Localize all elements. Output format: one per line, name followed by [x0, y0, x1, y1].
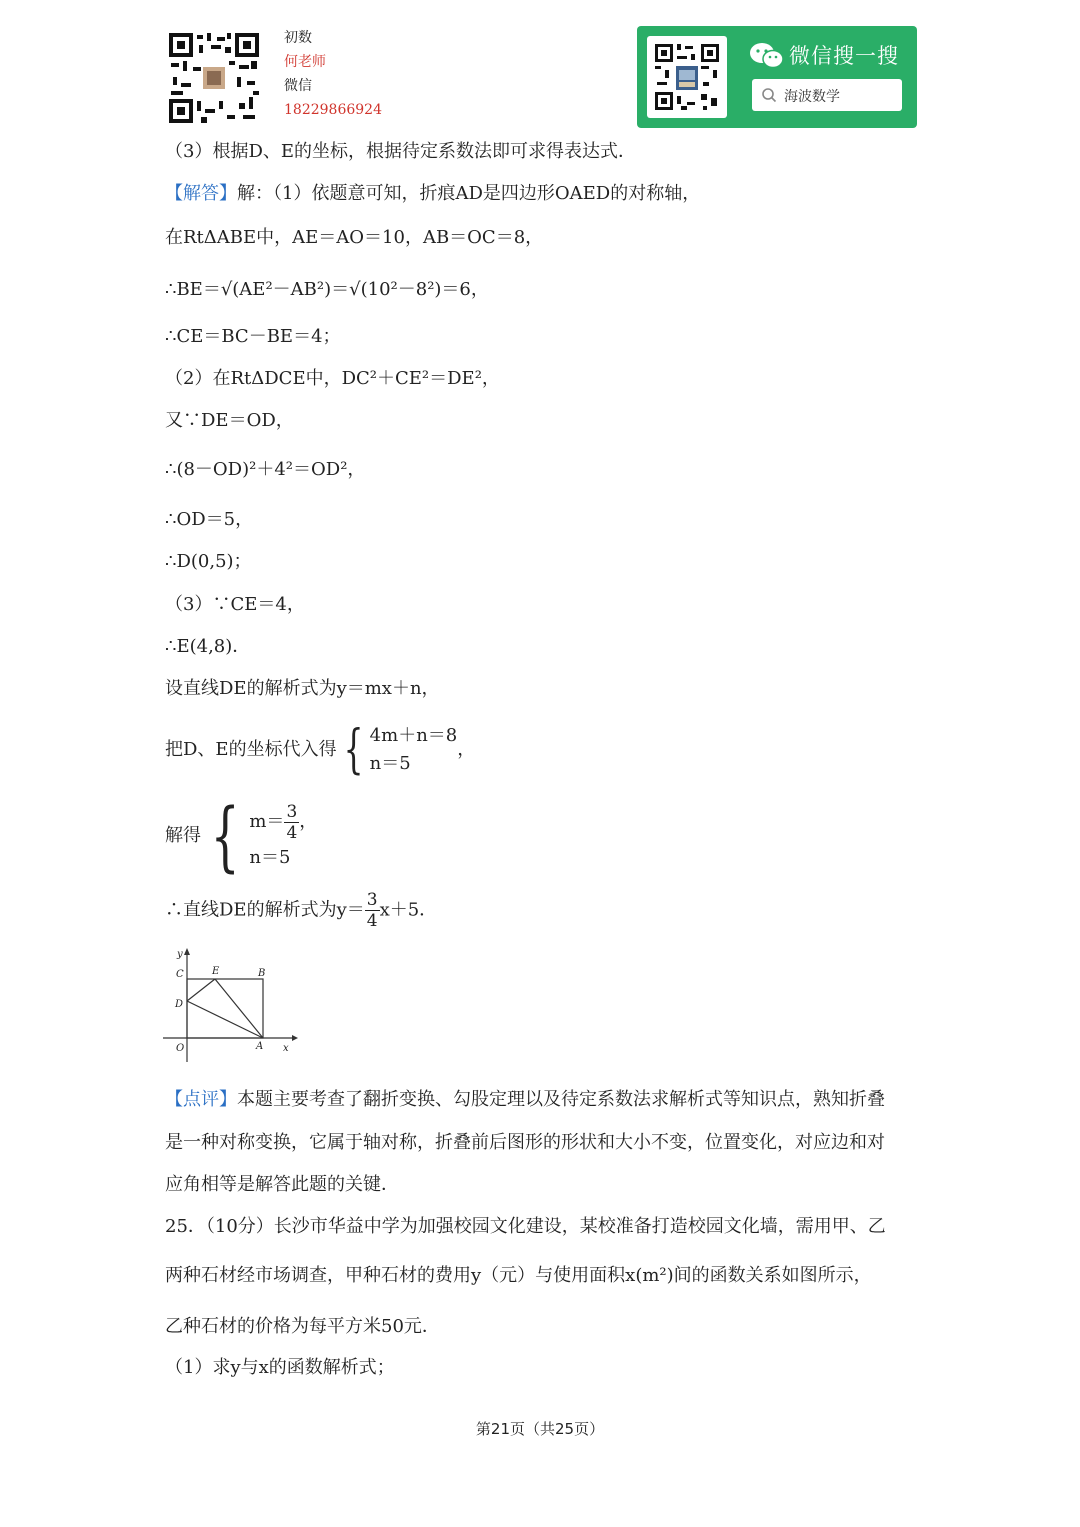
wechat-qr-code: [647, 36, 727, 118]
equation-system-line: 把D、E的坐标代入得 { 4m＋n＝8 n＝5 ，: [165, 720, 476, 780]
segment-da: [187, 1001, 263, 1038]
contact-teacher-name: 何老师: [284, 54, 326, 70]
segment-de: [187, 979, 215, 1001]
math-text: m＝: [249, 811, 285, 832]
figure-label: C: [176, 969, 184, 980]
solution-system-line: [165, 791, 318, 880]
fraction-denominator: 4: [286, 822, 298, 843]
math-line: 又∵DE＝OD，: [165, 410, 294, 431]
math-text: ∴直线DE的解析式为y＝: [165, 899, 365, 921]
figure-label: O: [176, 1043, 185, 1054]
math-line: ∴E(4,8)．: [165, 636, 251, 657]
equation: n＝5: [249, 847, 291, 868]
figure-label: A: [256, 1041, 264, 1052]
answer-text: 解：（1）依题意可知，折痕AD是四边形OAED的对称轴，: [237, 183, 701, 204]
result-line: [165, 890, 437, 931]
math-line: ∴BE＝√(AE²－AB²)＝√(10²－8²)＝6，: [165, 279, 489, 300]
math-line: （3）∵CE＝4，: [165, 594, 305, 615]
equation-system: [370, 722, 458, 778]
brace: {: [343, 720, 364, 780]
page-number: 第21页（共25页）: [475, 1420, 605, 1438]
answer-line: [165, 181, 700, 207]
figure-label: E: [212, 966, 220, 977]
equation: 4m＋n＝8: [369, 725, 458, 746]
math-line: 设直线DE的解析式为y＝mx＋n，: [165, 678, 440, 699]
brace: {: [210, 791, 240, 880]
figure-label: x: [283, 1043, 289, 1054]
fraction-denominator: 4: [366, 911, 378, 931]
commentary-line: 是一种对称变换，它属于轴对称，折叠前后图形的形状和大小不变，位置变化，对应边和对: [165, 1132, 885, 1153]
fraction: [284, 802, 299, 843]
rectangle-oabc: [187, 979, 263, 1038]
answer-tag: 【解答】: [165, 183, 237, 204]
math-line: ∴D(0,5)；: [165, 551, 252, 572]
segment-ea: [215, 979, 263, 1038]
math-text: 解得: [165, 825, 201, 846]
contact-line-1: 初数: [284, 30, 312, 46]
equation: m＝ $\frac{3}{4}$ ，: [249, 801, 318, 843]
equation-system: [249, 800, 317, 872]
question-line: 25．（10分）长沙市华益中学为加强校园文化建设，某校准备打造校园文化墙，需用甲、乙: [165, 1216, 886, 1237]
wechat-search-text: 海波数学: [784, 89, 840, 105]
contact-line-3: 微信: [284, 78, 312, 94]
figure-label: y: [177, 949, 183, 960]
qr-code-icon: [167, 31, 261, 125]
search-icon: [761, 87, 777, 103]
math-line: ∴OD＝5，: [165, 509, 254, 530]
math-text: x＋5．: [379, 899, 438, 921]
figure-label: B: [258, 968, 266, 979]
question-line: 两种石材经市场调查，甲种石材的费用y（元）与使用面积x(m²)间的函数关系如图所示，: [165, 1265, 872, 1286]
qr-code-icon: [647, 36, 727, 118]
commentary-text: 本题主要考查了翻折变换、勾股定理以及待定系数法求解析式等知识点，熟知折叠: [237, 1089, 885, 1110]
math-text: 把D、E的坐标代入得: [165, 739, 337, 760]
math-line: （2）在RtΔDCE中，DC²＋CE²＝DE²，: [165, 368, 500, 389]
contact-info: [284, 26, 382, 122]
fraction-numerator: 3: [286, 801, 298, 822]
question-line: 乙种石材的价格为每平方米50元．: [165, 1316, 440, 1337]
contact-phone: 18229866924: [284, 102, 382, 118]
text-line: （3）根据D、E的坐标，根据待定系数法即可求得表达式．: [165, 141, 637, 162]
geometry-figure: [160, 945, 300, 1065]
question-line: （1）求y与x的函数解析式；: [165, 1357, 395, 1378]
commentary-line: [165, 1087, 885, 1113]
math-line: ∴CE＝BC－BE＝4；: [165, 326, 341, 347]
wechat-search-title: 微信搜一搜: [789, 44, 899, 68]
wechat-logo-icon: [749, 42, 785, 70]
fraction-numerator: 3: [366, 890, 378, 910]
wechat-search-box[interactable]: [752, 79, 902, 111]
commentary-line: 应角相等是解答此题的关键．: [165, 1174, 399, 1195]
equation: n＝5: [369, 753, 411, 774]
wechat-search-card[interactable]: [637, 26, 917, 128]
fraction: [365, 890, 380, 931]
math-line: 在RtΔABE中，AE＝AO＝10，AB＝OC＝8，: [165, 227, 544, 248]
commentary-tag: 【点评】: [165, 1089, 237, 1110]
contact-qr-code: [167, 31, 261, 125]
math-line: ∴(8－OD)²＋4²＝OD²，: [165, 459, 366, 480]
figure-label: D: [175, 999, 184, 1010]
